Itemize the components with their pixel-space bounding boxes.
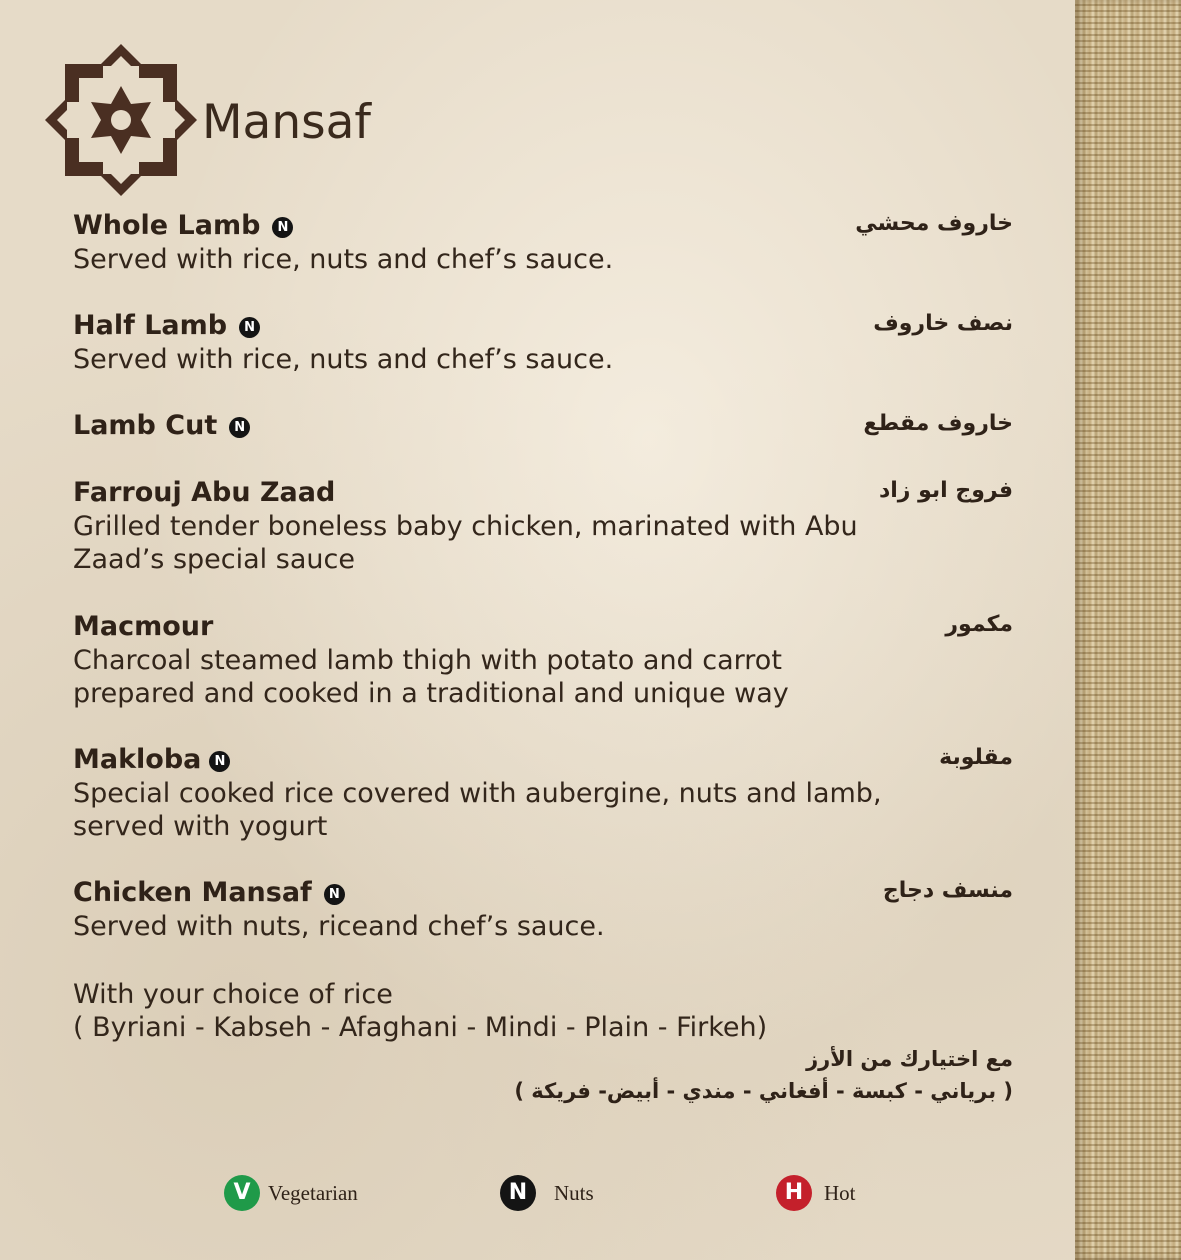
menu-item [73, 876, 1013, 943]
rice-choice-arabic-line: مع اختيارك من الأرز [806, 1047, 1013, 1071]
item-arabic-name: فروج ابو زاد [878, 478, 1013, 503]
item-description: Served with rice, nuts and chef’s sauce. [73, 244, 614, 275]
menu-item [73, 743, 1013, 843]
item-description: Served with rice, nuts and chef’s sauce. [73, 344, 614, 375]
section-title: Mansaf [202, 95, 371, 150]
menu-item [73, 309, 1013, 376]
legend-label: Hot [824, 1180, 856, 1205]
item-arabic-name: نصف خاروف [873, 311, 1013, 336]
item-name: Farrouj Abu Zaad [73, 477, 336, 508]
nuts-badge: N [209, 751, 230, 772]
nuts-badge: N [272, 217, 293, 238]
item-arabic-name: خاروف محشي [855, 211, 1013, 236]
rice-options-line: ( Byriani - Kabseh - Afaghani - Mindi - Plain - Firkeh) [73, 1012, 768, 1043]
menu-item [73, 610, 1013, 710]
legend-label: Vegetarian [268, 1180, 358, 1205]
menu-item [73, 209, 1013, 276]
legend-nuts [500, 1175, 594, 1211]
item-name: Macmour [73, 611, 214, 642]
item-arabic-name: مكمور [945, 612, 1013, 637]
vegetarian-icon: V [224, 1175, 260, 1211]
menu-item [73, 476, 1013, 576]
item-name: Whole Lamb [73, 210, 261, 241]
woven-border [1075, 0, 1181, 1260]
item-description: Special cooked rice covered with aubergine, nuts and lamb, served with yogurt [73, 778, 882, 842]
item-name: Makloba [73, 744, 202, 775]
legend-label: Nuts [554, 1180, 594, 1205]
item-description: Charcoal steamed lamb thigh with potato and carrot prepared and cooked in a traditional and unique way [73, 645, 789, 709]
item-description: Served with nuts, riceand chef’s sauce. [73, 911, 605, 942]
legend-vegetarian [224, 1175, 358, 1211]
rice-choice-line: With your choice of rice [73, 979, 393, 1010]
nuts-badge: N [229, 417, 250, 438]
item-arabic-name: منسف دجاج [882, 878, 1013, 903]
rice-choice-english [73, 978, 767, 1044]
hot-icon: H [776, 1175, 812, 1211]
item-arabic-name: مقلوبة [939, 745, 1013, 770]
item-arabic-name: خاروف مقطع [863, 411, 1013, 436]
item-name: Lamb Cut [73, 410, 218, 441]
rice-options-arabic-line: ( برياني - كبسة - أفغاني - مندي - أبيض- فريكة ) [514, 1079, 1013, 1103]
nuts-icon: N [500, 1175, 536, 1211]
nuts-badge: N [324, 884, 345, 905]
item-name: Chicken Mansaf [73, 877, 312, 908]
rice-choice-arabic [514, 1043, 1013, 1107]
item-description: Grilled tender boneless baby chicken, marinated with Abu Zaad’s special sauce [73, 511, 858, 575]
legend-hot [776, 1175, 856, 1211]
item-name: Half Lamb [73, 310, 228, 341]
arabesque-logo-icon [43, 42, 199, 198]
menu-item [73, 409, 1013, 443]
nuts-badge: N [239, 317, 260, 338]
